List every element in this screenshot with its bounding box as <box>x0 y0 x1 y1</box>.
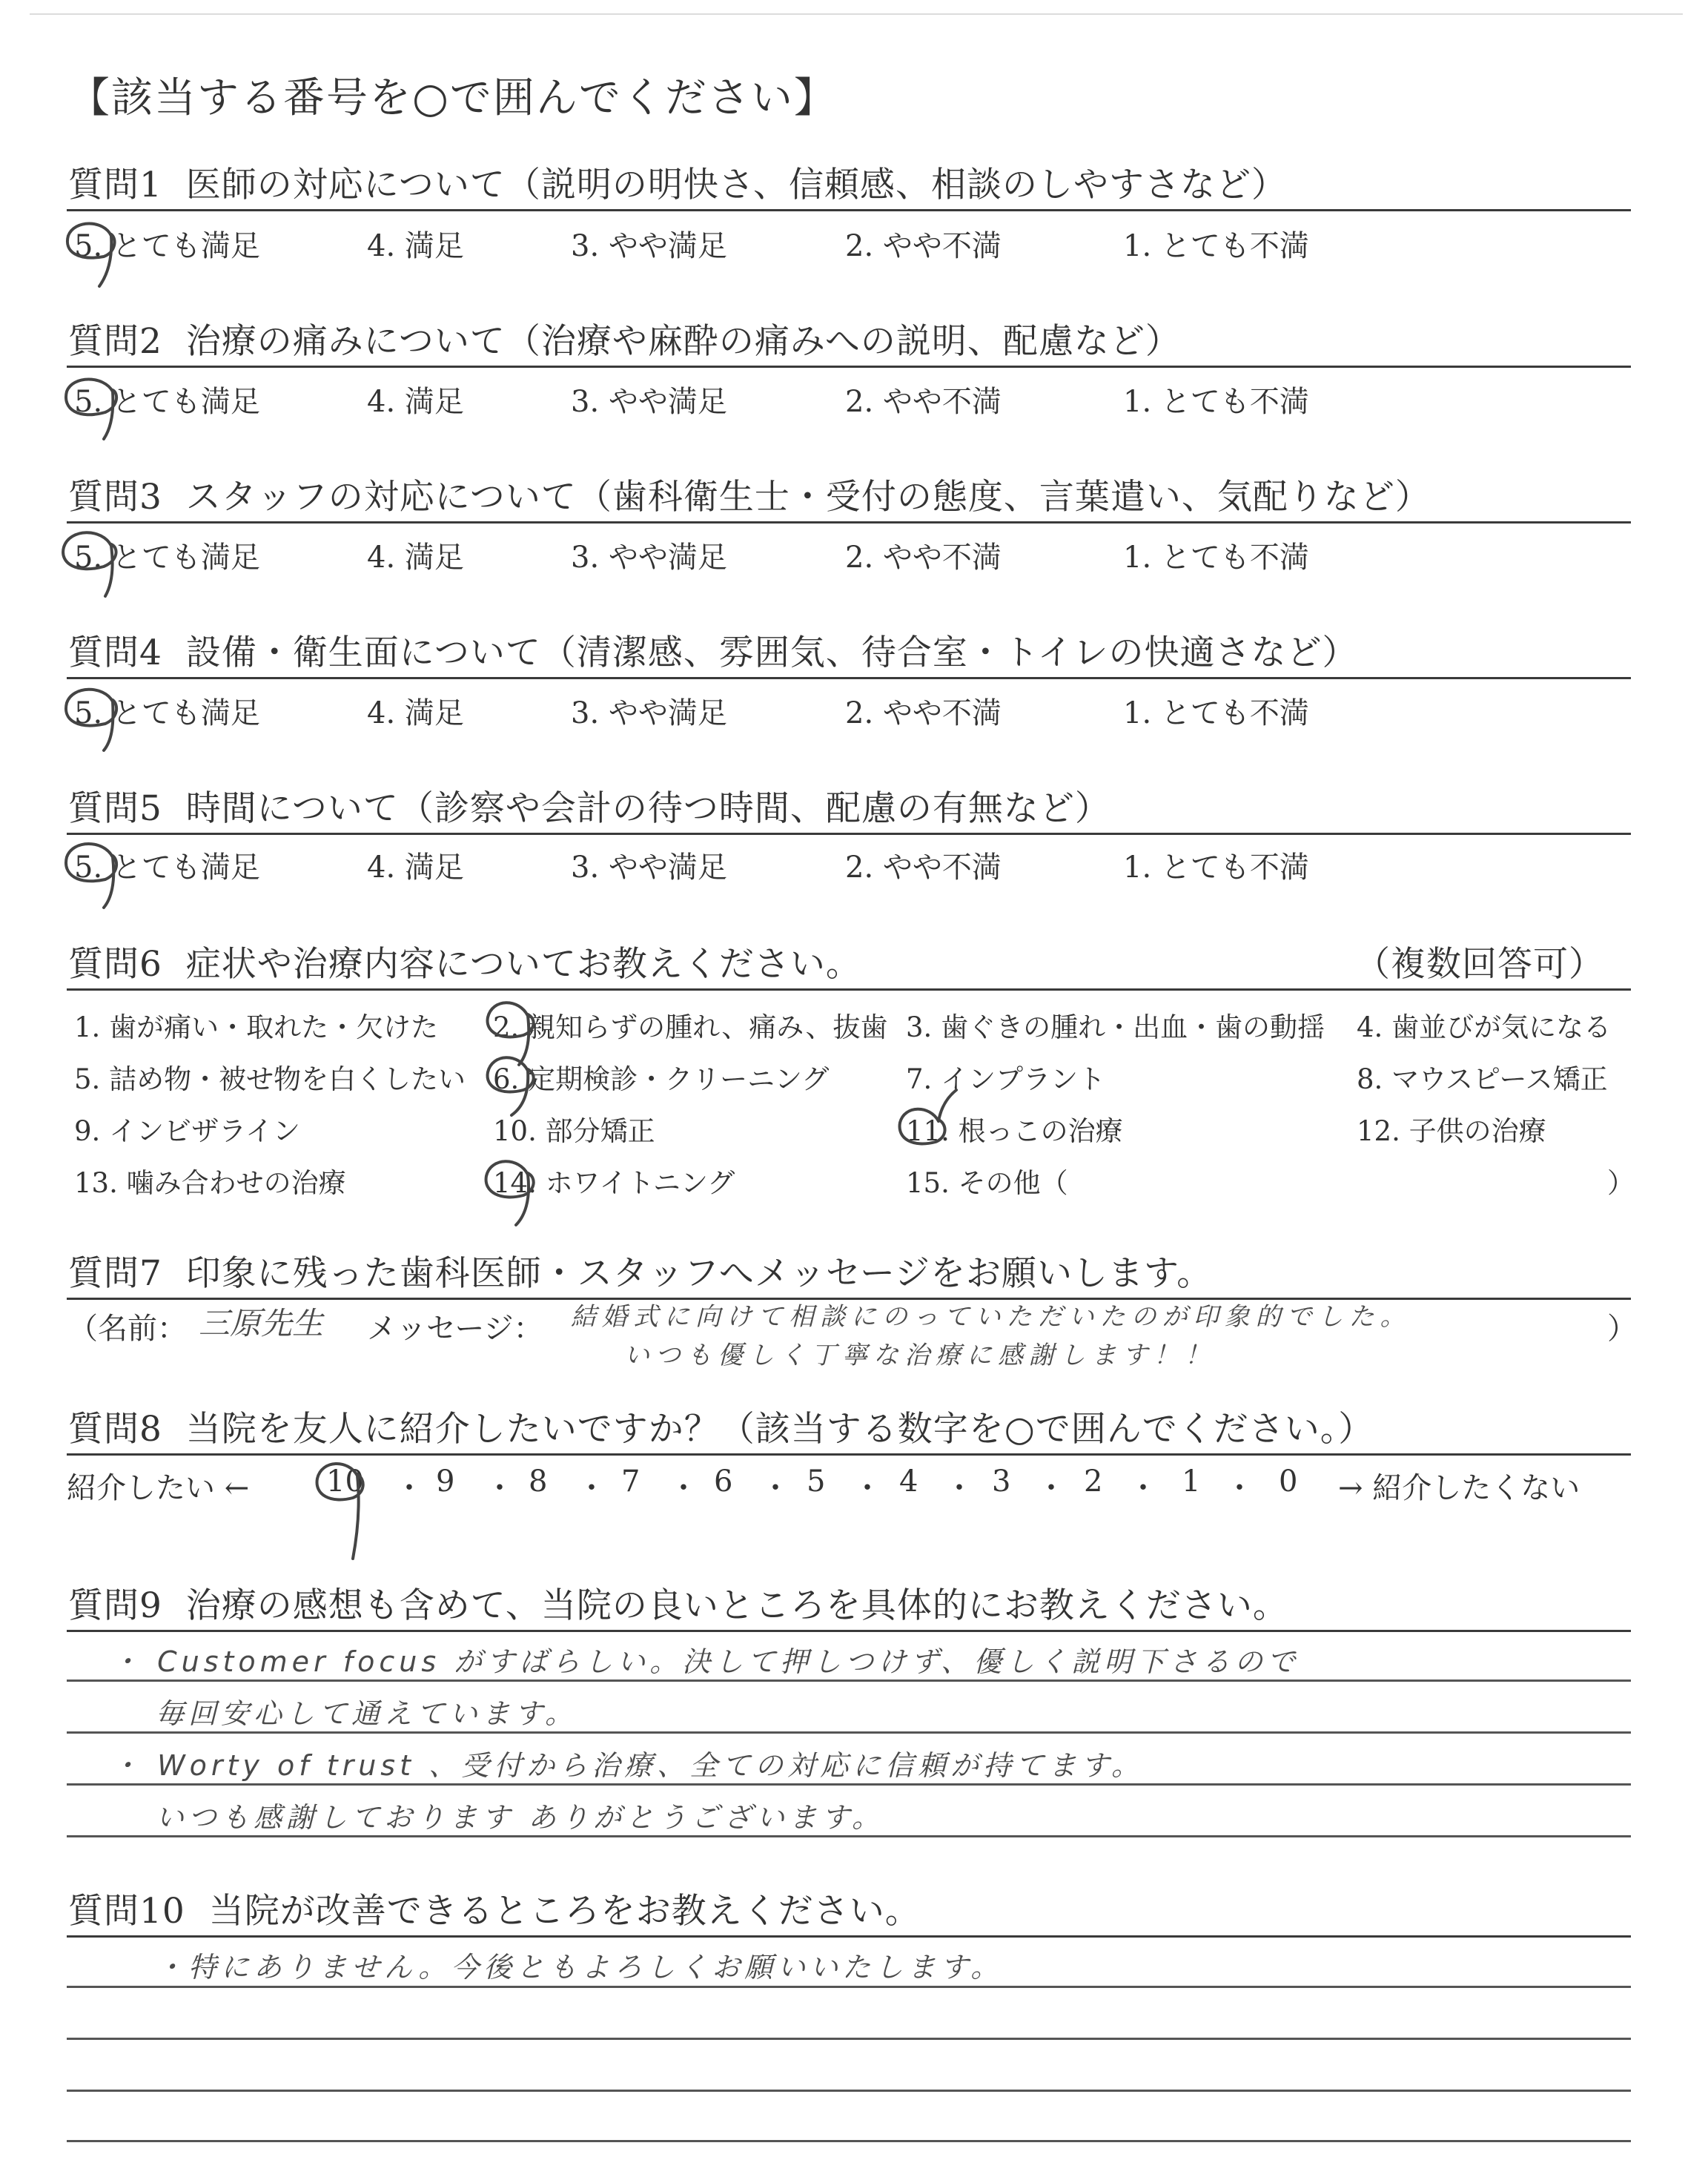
q8-number-2[interactable]: 2 <box>1084 1464 1103 1499</box>
q8-dot: ・ <box>761 1471 790 1505</box>
q10-text: 当院が改善できるところをお教えください。 <box>208 1891 921 1932</box>
q8-number-0[interactable]: 0 <box>1279 1464 1298 1499</box>
q2-heading <box>68 314 1181 363</box>
q4-option-2[interactable]: 2. やや不満 <box>845 696 1002 730</box>
q1-heading <box>68 157 1287 207</box>
q7-close: ） <box>1607 1312 1637 1346</box>
q9-heading <box>68 1578 1288 1628</box>
q6-option-6[interactable]: 6. 定期検診・クリーニング <box>493 1063 830 1095</box>
q1-rule <box>67 209 1631 211</box>
q6-option-10[interactable]: 10. 部分矯正 <box>493 1115 655 1147</box>
q8-number-1[interactable]: 1 <box>1182 1464 1201 1499</box>
q8-label: 質問8 <box>68 1409 162 1450</box>
q1-text: 医師の対応について（説明の明快さ、信頼感、相談のしやすさなど） <box>185 165 1287 205</box>
q8-dot: ・ <box>1225 1471 1254 1505</box>
q4-option-5[interactable]: 5. とても満足 <box>74 696 260 730</box>
q4-option-4[interactable]: 4. 満足 <box>367 696 464 730</box>
q6-option-1[interactable]: 1. 歯が痛い・取れた・欠けた <box>74 1011 439 1043</box>
q3-option-2[interactable]: 2. やや不満 <box>845 541 1002 575</box>
q9-text: 治療の感想も含めて、当院の良いところを具体的にお教えください。 <box>185 1585 1288 1626</box>
q3-option-1[interactable]: 1. とても不満 <box>1123 541 1309 575</box>
q3-option-4[interactable]: 4. 満足 <box>367 541 464 575</box>
q7-message-label: メッセージ： <box>367 1312 543 1346</box>
q8-number-4[interactable]: 4 <box>899 1464 918 1499</box>
q2-option-3[interactable]: 3. やや満足 <box>571 385 727 419</box>
q9-label: 質問9 <box>68 1585 162 1626</box>
q4-option-1[interactable]: 1. とても不満 <box>1123 696 1309 730</box>
q8-number-5[interactable]: 5 <box>807 1464 826 1499</box>
q9-answer-3[interactable]: ・ Worty of trust 、受付から治療、全ての対応に信頼が持てます。 <box>111 1749 1145 1782</box>
q10-answer-line <box>67 1986 1631 1988</box>
q6-option-2[interactable]: 2. 親知らずの腫れ、痛み、抜歯 <box>493 1011 888 1043</box>
q6-note: （複数回答可） <box>1355 944 1604 985</box>
q8-dot: ・ <box>394 1471 424 1505</box>
q8-dot: ・ <box>944 1471 974 1505</box>
q7-message-line-2[interactable]: いつも優しく丁寧な治療に感謝します！！ <box>624 1341 1216 1370</box>
q3-text: スタッフの対応について（歯科衛生士・受付の態度、言葉遣い、気配りなど） <box>185 477 1431 518</box>
q9-answer-2[interactable]: 毎回安心して通えています。 <box>156 1697 577 1730</box>
q7-message-line-1[interactable]: 結婚式に向けて相談にのっていただいたのが印象的でした。 <box>571 1302 1411 1332</box>
q9-answer-line <box>67 1731 1631 1734</box>
q10-answer-line <box>67 2090 1631 2092</box>
q3-rule <box>67 521 1631 524</box>
q1-option-2[interactable]: 2. やや不満 <box>845 229 1002 263</box>
page-title: 【該当する番号を○で囲んでください】 <box>68 74 837 122</box>
q7-label: 質問7 <box>68 1253 162 1294</box>
q4-heading <box>68 625 1358 675</box>
q6-option-3[interactable]: 3. 歯ぐきの腫れ・出血・歯の動揺 <box>906 1011 1325 1043</box>
q4-rule <box>67 677 1631 679</box>
q8-number-3[interactable]: 3 <box>992 1464 1011 1499</box>
q10-answer-line <box>67 2038 1631 2040</box>
q3-label: 質問3 <box>68 477 162 518</box>
q7-name-label: （名前： <box>68 1312 187 1346</box>
q2-option-5[interactable]: 5. とても満足 <box>74 385 260 419</box>
q1-option-5[interactable]: 5. とても満足 <box>74 229 260 263</box>
q8-dot: ・ <box>853 1471 882 1505</box>
q10-answer-line <box>67 2140 1631 2142</box>
q4-text: 設備・衛生面について（清潔感、雰囲気、待合室・トイレの快適さなど） <box>185 633 1358 673</box>
q1-label: 質問1 <box>68 165 162 205</box>
q9-answer-line <box>67 1835 1631 1837</box>
q6-heading <box>68 937 861 986</box>
q3-heading <box>68 469 1431 519</box>
q10-answer-1[interactable]: ・特にありません。今後ともよろしくお願いいたします。 <box>156 1951 1004 1984</box>
q5-option-2[interactable]: 2. やや不満 <box>845 851 1002 885</box>
q5-option-3[interactable]: 3. やや満足 <box>571 851 727 885</box>
q6-option-5[interactable]: 5. 詰め物・被せ物を白くしたい <box>74 1063 466 1095</box>
q8-number-10[interactable]: 10 <box>326 1464 364 1499</box>
q10-heading <box>68 1883 921 1933</box>
q5-rule <box>67 833 1631 835</box>
q1-option-1[interactable]: 1. とても不満 <box>1123 229 1309 263</box>
q6-option-13[interactable]: 13. 噛み合わせの治療 <box>74 1167 346 1199</box>
q2-option-4[interactable]: 4. 満足 <box>367 385 464 419</box>
q6-option-12[interactable]: 12. 子供の治療 <box>1357 1115 1546 1147</box>
q6-option-4[interactable]: 4. 歯並びが気になる <box>1357 1011 1612 1043</box>
q5-heading <box>68 781 1110 830</box>
q2-option-2[interactable]: 2. やや不満 <box>845 385 1002 419</box>
q8-number-6[interactable]: 6 <box>714 1464 733 1499</box>
q8-dot: ・ <box>485 1471 514 1505</box>
q6-option-8[interactable]: 8. マウスピース矯正 <box>1357 1063 1608 1095</box>
q8-number-8[interactable]: 8 <box>529 1464 548 1499</box>
q6-label: 質問6 <box>68 944 162 985</box>
q7-name-value[interactable]: 三原先生 <box>199 1305 324 1341</box>
q6-option-7[interactable]: 7. インプラント <box>906 1063 1106 1095</box>
q5-text: 時間について（診察や会計の待つ時間、配慮の有無など） <box>185 788 1110 829</box>
q9-answer-line <box>67 1783 1631 1786</box>
q9-rule <box>67 1630 1631 1632</box>
q1-option-4[interactable]: 4. 満足 <box>367 229 464 263</box>
q2-label: 質問2 <box>68 321 162 362</box>
q3-option-3[interactable]: 3. やや満足 <box>571 541 727 575</box>
q6-rule <box>67 988 1631 991</box>
q6-option-14[interactable]: 14. ホワイトニング <box>493 1167 735 1199</box>
q2-option-1[interactable]: 1. とても不満 <box>1123 385 1309 419</box>
q8-number-7[interactable]: 7 <box>621 1464 640 1499</box>
q8-right-label: → 紹介したくない <box>1338 1471 1580 1505</box>
q7-text: 印象に残った歯科医師・スタッフへメッセージをお願いします。 <box>185 1253 1213 1294</box>
q3-option-5[interactable]: 5. とても満足 <box>74 541 260 575</box>
q10-rule <box>67 1935 1631 1938</box>
q8-dot: ・ <box>1036 1471 1066 1505</box>
q8-dot: ・ <box>577 1471 606 1505</box>
q8-rule <box>67 1453 1631 1456</box>
page-top-edge <box>30 13 1683 15</box>
q8-number-9[interactable]: 9 <box>436 1464 455 1499</box>
q6-option-9[interactable]: 9. インビザライン <box>74 1115 300 1147</box>
q6-option-15-close: ） <box>1607 1167 1635 1199</box>
q9-answer-4[interactable]: いつも感謝しております ありがとうございます。 <box>156 1801 885 1834</box>
q8-text: 当院を友人に紹介したいですか？（該当する数字を○で囲んでください。） <box>185 1409 1374 1450</box>
q1-option-3[interactable]: 3. やや満足 <box>571 229 727 263</box>
q8-dot: ・ <box>1128 1471 1158 1505</box>
q5-option-1[interactable]: 1. とても不満 <box>1123 851 1309 885</box>
q4-label: 質問4 <box>68 633 162 673</box>
q5-option-4[interactable]: 4. 満足 <box>367 851 464 885</box>
q6-text: 症状や治療内容についてお教えください。 <box>185 944 861 985</box>
q10-label: 質問10 <box>68 1891 185 1932</box>
q9-answer-1[interactable]: ・ Customer focus がすばらしい。決して押しつけず、優しく説明下さるので <box>111 1645 1300 1678</box>
q2-rule <box>67 366 1631 368</box>
q8-dot: ・ <box>669 1471 698 1505</box>
q5-option-5[interactable]: 5. とても満足 <box>74 851 260 885</box>
q6-option-11[interactable]: 11. 根っこの治療 <box>906 1115 1123 1147</box>
q2-text: 治療の痛みについて（治療や麻酔の痛みへの説明、配慮など） <box>185 321 1181 362</box>
q5-label: 質問5 <box>68 788 162 829</box>
q8-heading <box>68 1401 1374 1451</box>
q7-heading <box>68 1246 1212 1295</box>
q8-left-label: 紹介したい ← <box>67 1471 250 1505</box>
q6-option-15[interactable]: 15. その他（ <box>906 1167 1068 1199</box>
q9-answer-line <box>67 1680 1631 1682</box>
q4-option-3[interactable]: 3. やや満足 <box>571 696 727 730</box>
